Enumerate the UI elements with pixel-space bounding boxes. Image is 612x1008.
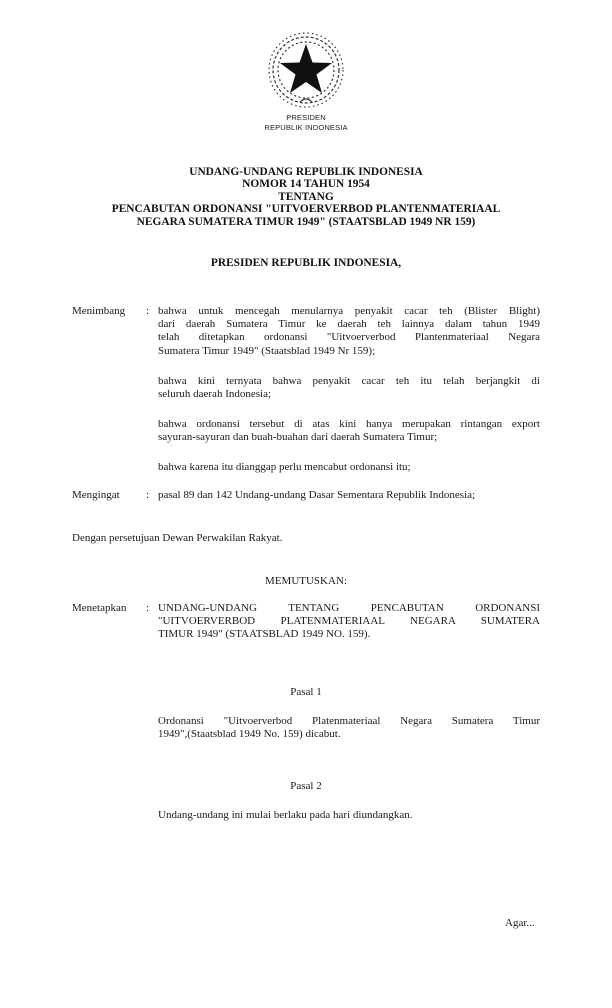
issuer-heading: PRESIDEN REPUBLIK INDONESIA, bbox=[210, 257, 402, 269]
text-line: bahwa kini ternyata bahwa penyakit cacar teh itu telah berjangkit di bbox=[158, 375, 540, 387]
text-line: "UITVOERVERBOD PLATENMATERIAAL NEGARA SUMATERA bbox=[158, 615, 540, 628]
title-line-4: PENCABUTAN ORDONANSI "UITVOERVERBOD PLANTENMATERIAAL bbox=[111, 203, 501, 216]
title-line-1: UNDANG-UNDANG REPUBLIK INDONESIA bbox=[189, 166, 423, 178]
menetapkan-text bbox=[158, 602, 540, 642]
pasal-2-text: Undang-undang ini mulai berlaku pada hari diundangkan. bbox=[158, 809, 413, 821]
header-republik-indonesia: REPUBLIK INDONESIA bbox=[264, 123, 348, 132]
mengingat-text: pasal 89 dan 142 Undang-undang Dasar Sementara Republik Indonesia; bbox=[158, 489, 476, 501]
header-presiden: PRESIDEN bbox=[286, 113, 326, 122]
pasal-2-heading: Pasal 2 bbox=[290, 780, 322, 792]
text-line: sayuran-sayuran dan buah-buahan dari daerah Sumatera Timur; bbox=[158, 431, 438, 444]
text-line: telah ditetapkan ordonansi "Uitvoerverbod Plantenmateriaal Negara bbox=[158, 331, 540, 344]
menimbang-label: Menimbang bbox=[72, 305, 126, 317]
text-line: Ordonansi "Uitvoerverbod Platenmateriaal Negara Sumatera Timur bbox=[158, 715, 540, 727]
text-line: UNDANG-UNDANG TENTANG PENCABUTAN ORDONANSI bbox=[158, 602, 540, 614]
title-line-2: NOMOR 14 TAHUN 1954 bbox=[242, 178, 370, 191]
continuation-marker: Agar... bbox=[505, 917, 535, 929]
title-line-5: NEGARA SUMATERA TIMUR 1949" (STAATSBLAD 1949 NR 159) bbox=[136, 215, 476, 228]
pasal-1-heading: Pasal 1 bbox=[290, 686, 322, 698]
menimbang-item-2 bbox=[158, 375, 540, 401]
presidential-emblem-icon bbox=[266, 30, 346, 110]
title-line-3: TENTANG bbox=[278, 190, 334, 203]
text-line: seluruh daerah Indonesia; bbox=[158, 388, 272, 401]
menimbang-item-4 bbox=[158, 461, 540, 474]
text-line: bahwa untuk mencegah menularnya penyakit cacar teh (Blister Blight) bbox=[158, 305, 540, 317]
mengingat-label: Mengingat bbox=[72, 489, 120, 501]
menimbang-colon: : bbox=[146, 305, 150, 317]
text-line: 1949",(Staatsblad 1949 No. 159) dicabut. bbox=[158, 728, 341, 741]
text-line: TIMUR 1949" (STAATSBLAD 1949 NO. 159). bbox=[158, 628, 371, 641]
menimbang-item-3 bbox=[158, 418, 540, 444]
mengingat-colon: : bbox=[146, 489, 150, 501]
text-line: bahwa ordonansi tersebut di atas kini hanya merupakan rintangan export bbox=[158, 418, 540, 430]
menetapkan-label: Menetapkan bbox=[72, 602, 127, 614]
doc-title bbox=[0, 166, 612, 228]
text-line: Sumatera Timur 1949" (Staatsblad 1949 Nr 159); bbox=[158, 344, 376, 357]
text-line: bahwa karena itu dianggap perlu mencabut ordonansi itu; bbox=[158, 461, 411, 473]
persetujuan-text: Dengan persetujuan Dewan Perwakilan Rakyat. bbox=[72, 532, 283, 544]
text-line: dari daerah Sumatera Timur ke daerah teh lainnya dalam tahun 1949 bbox=[158, 318, 540, 331]
menimbang-item-1 bbox=[158, 305, 540, 358]
memutuskan-heading: MEMUTUSKAN: bbox=[265, 575, 347, 587]
menetapkan-colon: : bbox=[146, 602, 150, 614]
pasal-1-text bbox=[158, 715, 540, 741]
